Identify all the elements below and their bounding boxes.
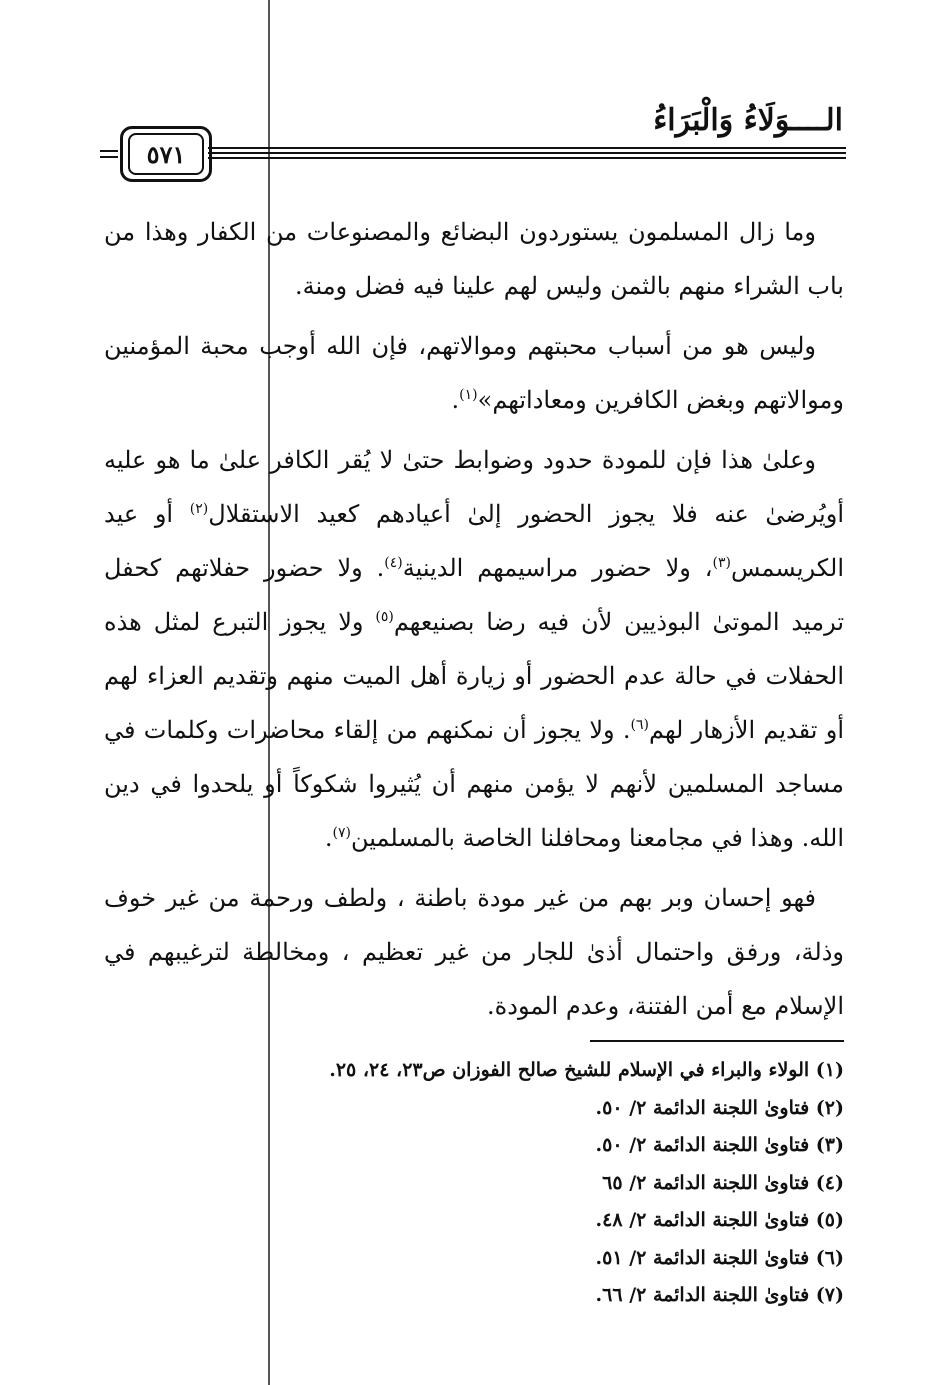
footnote: (٧) فتاوىٰ اللجنة الدائمة ٢/ ٦٦. [595, 1284, 844, 1306]
footnote-ref: (١) [459, 387, 478, 403]
footnote: (٦) فتاوىٰ اللجنة الدائمة ٢/ ٥١. [595, 1246, 844, 1269]
page-number: ٥٧١ [128, 133, 204, 175]
paragraph [104, 433, 844, 865]
paragraph-text: ، ولا حضور مراسيمهم الدينية [402, 554, 713, 582]
header-rule [208, 157, 846, 159]
paragraph-text: وعلىٰ هذا فإن للمودة حدود وضوابط حتىٰ لا يُقر الكافر علىٰ ما هو عليه أويُرضىٰ عنه فلا يجوز الحضور إلىٰ أعيادهم كعيد الاستقلال [104, 446, 844, 528]
footnote: (٥) فتاوىٰ اللجنة الدائمة ٢/ ٤٨. [595, 1209, 844, 1231]
header-rule [208, 147, 846, 149]
footnote-ref: (٦) [630, 717, 649, 733]
header-rule-left [100, 156, 118, 158]
header-rule [208, 152, 846, 154]
main-text [104, 205, 844, 1039]
footnote-ref: (٥) [375, 609, 394, 625]
footnote: (١) الولاء والبراء في الإسلام للشيخ صالح الفوزان ص٢٣، ٢٤، ٢٥. [329, 1059, 844, 1081]
paragraph-text: . [451, 386, 460, 414]
footnote: (٤) فتاوىٰ اللجنة الدائمة ٢/ ٦٥ [602, 1171, 844, 1194]
paragraph: وما زال المسلمون يستوردون البضائع والمصنوعات من الكفار وهذا من باب الشراء منهم بالثمن وليس لهم علينا فيه فضل ومنة. [104, 218, 844, 300]
footnote-ref: (٢) [189, 501, 209, 517]
paragraph-text: . ولا حضور حفلاتهم كحفل ترميد الموتىٰ البوذيين لأن فيه رضا بصنيعهم [104, 554, 844, 636]
paragraph [104, 319, 844, 427]
footnote-ref: (٧) [332, 825, 351, 841]
paragraph: فهو إحسان وبر بهم من غير مودة باطنة ، ولطف ورحمة من غير خوف وذلة، ورفق واحتمال أذىٰ للجار من غير تعظيم ، ومخالطة لترغيبهم في الإسلام مع أمن الفتنة، وعدم المودة. [104, 884, 844, 1020]
paragraph-text: ولا يجوز التبرع لمثل هذه الحفلات في حالة عدم الحضور أو زيارة أهل الميت منهم وتقديم العزاء لهم أو تقديم الأزهار لهم [104, 608, 844, 744]
footnote: (٢) فتاوىٰ اللجنة الدائمة ٢/ ٥٠. [595, 1096, 844, 1119]
footnote-ref: (٣) [712, 555, 731, 571]
running-header-title: الــــوَلَاءُ وَالْبَرَاءُ [653, 103, 843, 138]
footnote: (٣) فتاوىٰ اللجنة الدائمة ٢/ ٥٠. [595, 1134, 844, 1156]
paragraph-text: . ولا يجوز أن نمكنهم من إلقاء محاضرات وكلمات في مساجد المسلمين لأنهم لا يؤمن منهم أن يُثيروا شكوكاً أو يلحدوا في دين الله. وهذا في مجامعنا ومحافلنا الخاصة بالمسلمين [104, 716, 844, 852]
paragraph-text: أو عيد الكريسمس [104, 500, 844, 582]
footnote-ref: (٤) [384, 555, 403, 571]
paragraph-text: وليس هو من أسباب محبتهم وموالاتهم، فإن الله أوجب محبة المؤمنين وموالاتهم وبغض الكافرين ومعاداتهم» [104, 332, 844, 414]
paragraph-text: . [324, 824, 333, 852]
footnote-separator [590, 1040, 844, 1042]
footnotes [300, 1052, 844, 1315]
header-rule-left [100, 150, 118, 152]
